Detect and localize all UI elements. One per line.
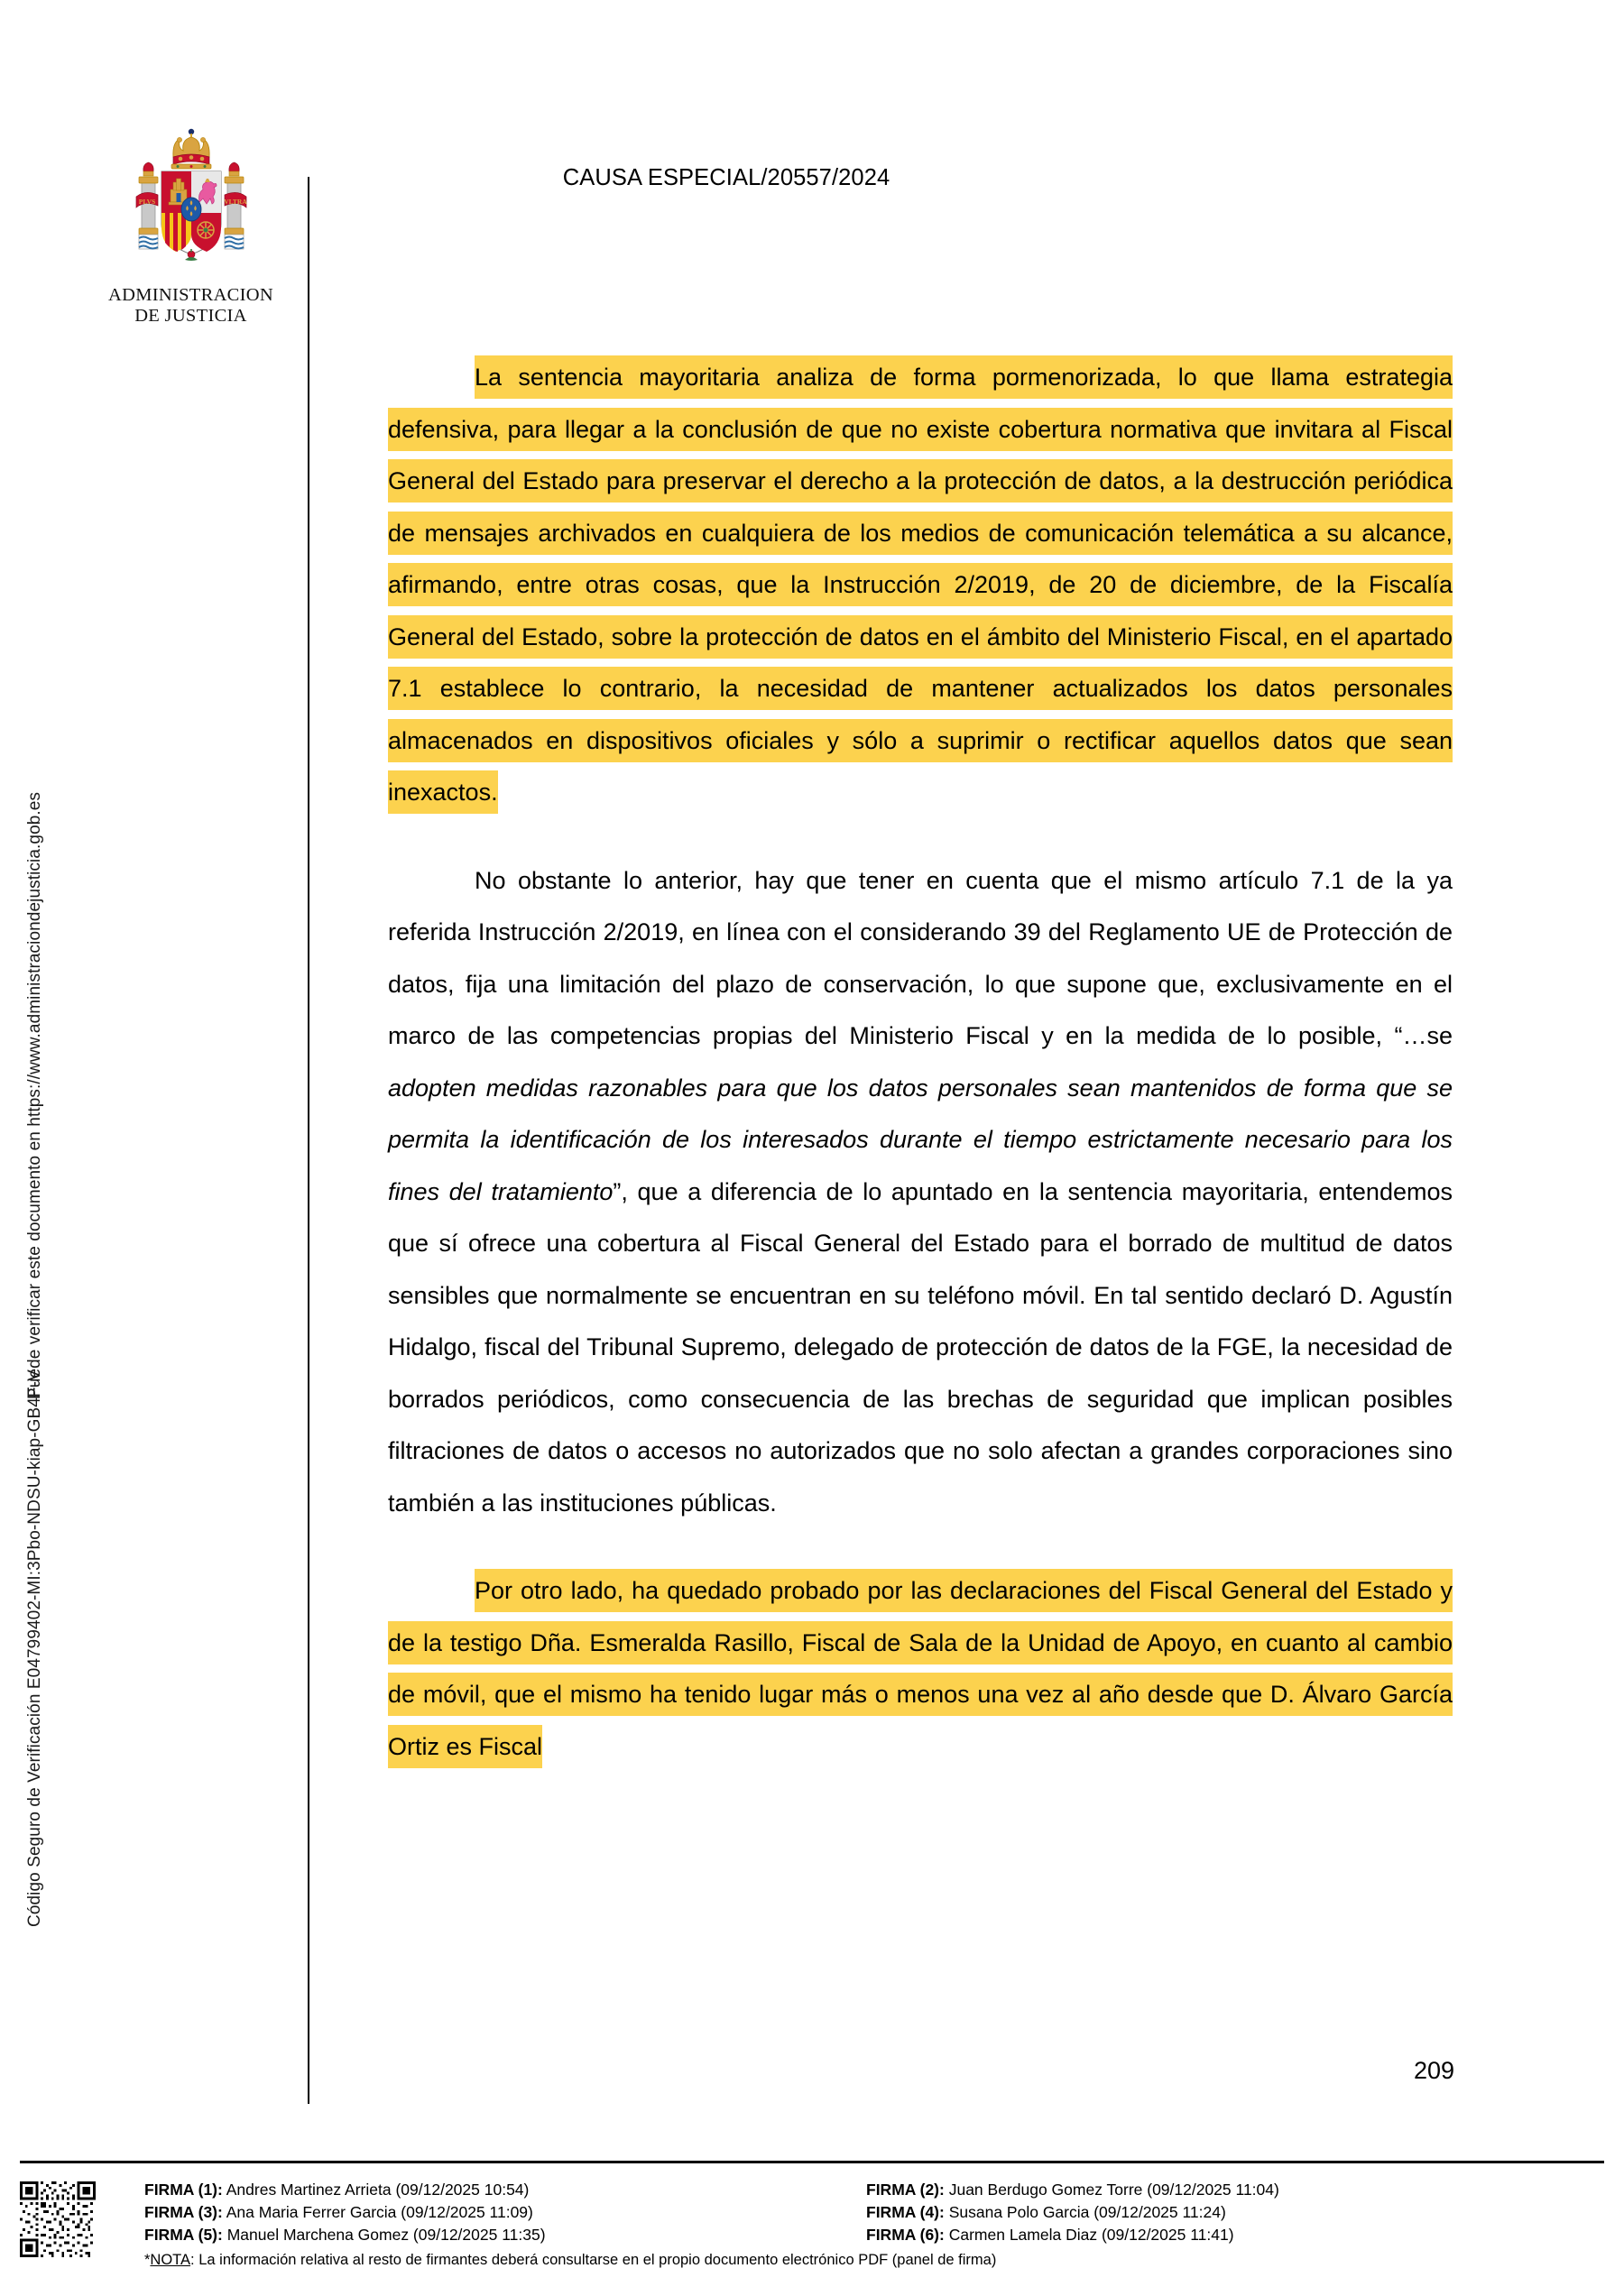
vertical-divider bbox=[308, 177, 309, 2104]
qr-code-icon bbox=[20, 2181, 96, 2257]
paragraph-1-text: La sentencia mayoritaria analiza de forma pormenorizada, lo que llama estrategia defensiva, para llegar a la conclusión de que no existe cobertura normativa que invitara al Fiscal General del Estado para preservar el derecho a la protección de datos, a la destrucción periódica de mensajes archivados en cualquiera de los medios de comunicación telemática a su alcance, afirmando, entre otras cosas, que la Instrucción 2/2019, de 20 de diciembre, de la Fiscalía General del Estado, sobre la protección de datos en el ámbito del Ministerio Fiscal, en el apartado 7.1 establece lo contrario, la necesidad de mantener actualizados los datos personales almacenados en dispositivos oficiales y sólo a suprimir o rectificar aquellos datos que sean inexactos. bbox=[388, 355, 1453, 814]
footer-note-star: * bbox=[144, 2252, 151, 2268]
paragraph-1 bbox=[388, 352, 1453, 819]
signature-4-value: Susana Polo Garcia (09/12/2025 11:24) bbox=[948, 2203, 1226, 2221]
signature-1-label: FIRMA (1): bbox=[144, 2181, 223, 2199]
signature-3-label: FIRMA (3): bbox=[144, 2203, 223, 2221]
paragraph-2-text-before-quote: No obstante lo anterior, hay que tener en cuenta que el mismo artículo 7.1 de la ya referida Instrucción 2/2019, en línea con el considerando 39 del Reglamento UE de Protección de datos, fija una limitación del plazo de conservación, lo que supone que, exclusivamente en el marco de las competencias propias del Ministerio Fiscal y en la medida de lo posible, “…se bbox=[388, 866, 1453, 1049]
emblem-caption-line-2: DE JUSTICIA bbox=[134, 305, 247, 326]
signature-1 bbox=[144, 2181, 866, 2199]
page-number: 209 bbox=[1413, 2057, 1454, 2084]
svg-text:PLVS: PLVS bbox=[138, 198, 155, 206]
signature-row bbox=[144, 2181, 1588, 2203]
emblem-caption-line-1: ADMINISTRACION bbox=[107, 285, 273, 305]
left-margin-strip bbox=[0, 0, 70, 2156]
signature-6-value: Carmen Lamela Diaz (09/12/2025 11:41) bbox=[948, 2226, 1234, 2244]
signature-3 bbox=[144, 2203, 866, 2222]
emblem-block bbox=[94, 126, 288, 327]
signature-2 bbox=[866, 2181, 1588, 2199]
signature-5-label: FIRMA (5): bbox=[144, 2226, 223, 2244]
paragraph-3 bbox=[388, 1565, 1453, 1773]
signature-row bbox=[144, 2226, 1588, 2248]
signature-3-value: Ana Maria Ferrer Garcia (09/12/2025 11:09) bbox=[226, 2203, 533, 2221]
svg-text:VLTRA: VLTRA bbox=[223, 198, 247, 206]
emblem-caption bbox=[94, 285, 288, 327]
signature-4-label: FIRMA (4): bbox=[866, 2203, 945, 2221]
signature-5-value: Manuel Marchena Gomez (09/12/2025 11:35) bbox=[226, 2226, 546, 2244]
paragraph-2-quote-italic: adopten medidas razonables para que los datos personales sean mantenidos de forma que se permita la identificación de los interesados durante el tiempo estrictamente necesario para los fines del tratamiento bbox=[388, 1074, 1453, 1205]
signature-2-label: FIRMA (2): bbox=[866, 2181, 945, 2199]
verification-code-text: Código Seguro de Verificación E04799402-MI:3Pbo-NDSU-kiap-GB4F-V bbox=[25, 1369, 44, 1927]
footer-note bbox=[144, 2252, 1588, 2269]
signature-2-value: Juan Berdugo Gomez Torre (09/12/2025 11:04) bbox=[948, 2181, 1279, 2199]
footer-note-word: NOTA bbox=[150, 2252, 191, 2268]
document-body bbox=[388, 352, 1453, 1773]
paragraph-3-text: Por otro lado, ha quedado probado por las declaraciones del Fiscal General del Estado y de la testigo Dña. Esmeralda Rasillo, Fiscal de Sala de la Unidad de Apoyo, en cuanto al cambio de móvil, que el mismo ha tenido lugar más o menos una vez al año desde que D. Álvaro García Ortiz es Fiscal bbox=[388, 1569, 1453, 1768]
footer-divider bbox=[20, 2161, 1604, 2163]
footer-note-text: : La información relativa al resto de firmantes deberá consultarse en el propio documento electrónico PDF (panel de firma) bbox=[190, 2252, 997, 2268]
spain-coat-of-arms-icon bbox=[124, 126, 259, 281]
case-reference-header: CAUSA ESPECIAL/20557/2024 bbox=[562, 165, 890, 190]
signature-6-label: FIRMA (6): bbox=[866, 2226, 945, 2244]
signature-row bbox=[144, 2203, 1588, 2226]
signature-4 bbox=[866, 2203, 1588, 2222]
paragraph-2-text-after-quote: ”, que a diferencia de lo apuntado en la sentencia mayoritaria, entendemos que sí ofrece una cobertura al Fiscal General del Estado para el borrado de multitud de datos sensibles que normalmente se encuentran en su teléfono móvil. En tal sentido declaró D. Agustín Hidalgo, fiscal del Tribunal Supremo, delegado de protección de datos de la FGE, la necesidad de borrados periódicos, como consecuencia de las brechas de seguridad que implican posibles filtraciones de datos o accesos no autorizados que no solo afectan a grandes corporaciones sino también a las instituciones públicas. bbox=[388, 1177, 1453, 1517]
paragraph-2 bbox=[388, 855, 1453, 1530]
signature-6 bbox=[866, 2226, 1588, 2245]
signature-1-value: Andres Martinez Arrieta (09/12/2025 10:54) bbox=[226, 2181, 530, 2199]
signature-5 bbox=[144, 2226, 866, 2245]
verification-url-text: Puede verificar este documento en https://www.administraciondejusticia.gob.es bbox=[25, 791, 44, 1399]
